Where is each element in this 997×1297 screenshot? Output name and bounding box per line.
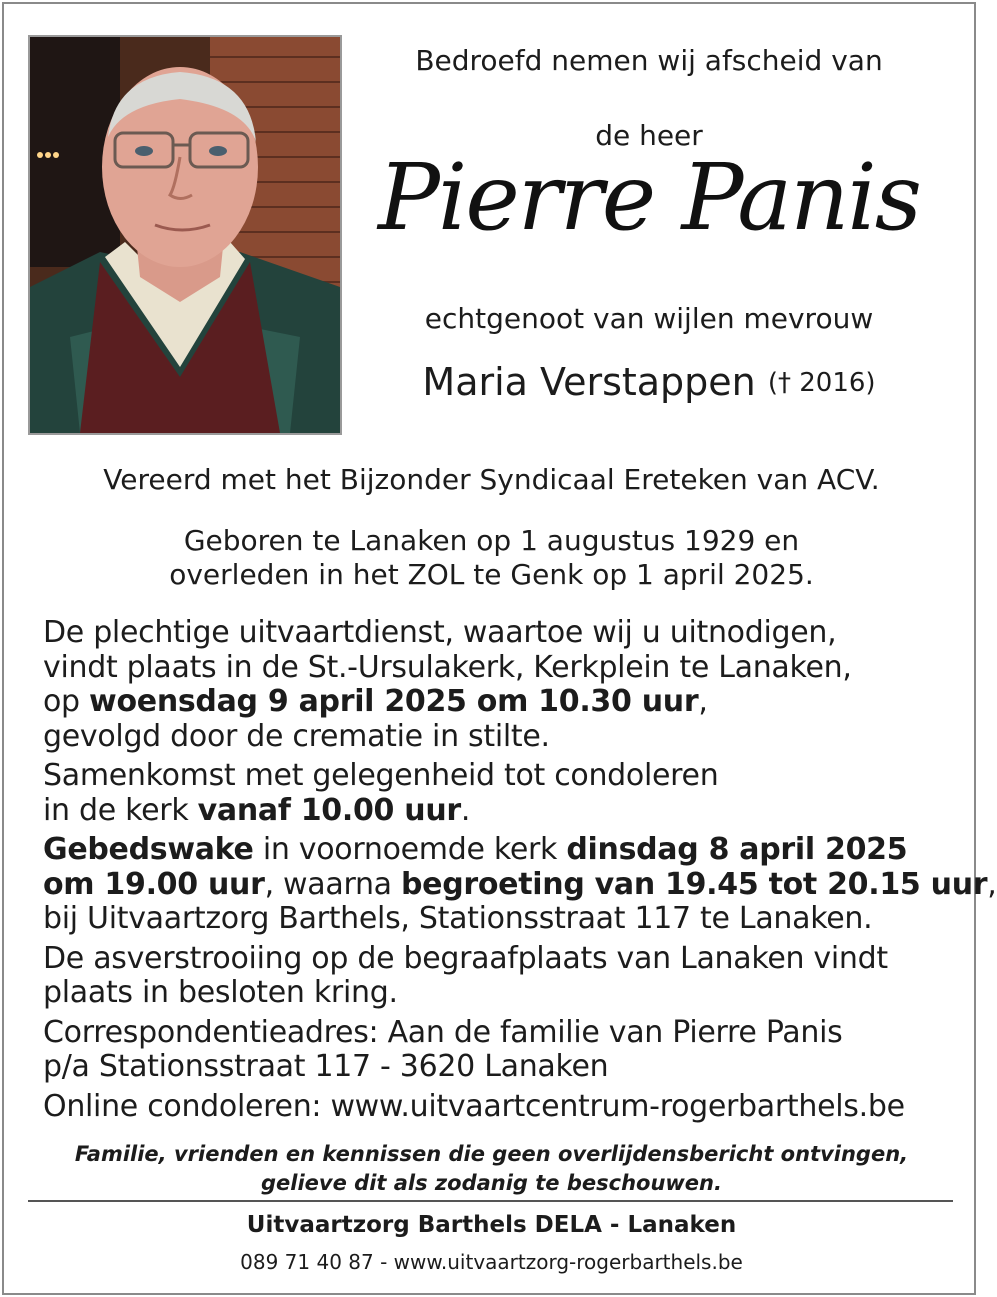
service-line-1: De plechtige uitvaartdienst, waartoe wij u uitnodigen, [43, 615, 837, 650]
spouse-death-year: († 2016) [767, 368, 876, 398]
vigil-time: om 19.00 uur [43, 866, 265, 902]
intro-text: Bedroefd nemen wij afscheid van [415, 44, 883, 77]
service-paragraph [43, 616, 963, 754]
spouse-intro: echtgenoot van wijlen mevrouw [424, 302, 874, 335]
vigil-greeting-time: begroeting van 19.45 tot 20.15 uur [400, 866, 988, 902]
service-line-3 [43, 685, 963, 720]
gathering-time: vanaf 10.00 uur [197, 792, 461, 828]
correspondence-paragraph [43, 1016, 963, 1085]
birth-death-text [24, 524, 959, 592]
vigil-comma: , [987, 866, 997, 902]
portrait-photo [28, 35, 342, 435]
gathering-line-2 [43, 794, 963, 829]
gathering-line-1: Samenkomst met gelegenheid tot condoleren [43, 758, 719, 793]
vigil-paragraph [43, 832, 997, 937]
footer-divider [28, 1200, 953, 1202]
service-line-4: gevolgd door de crematie in stilte. [43, 718, 550, 754]
funeral-home-contact: 089 71 40 87 - www.uitvaartzorg-rogerbarthels.be [240, 1250, 743, 1274]
birth-line: Geboren te Lanaken op 1 augustus 1929 en [183, 524, 800, 557]
service-line-2: vindt plaats in de St.-Ursulakerk, Kerkplein te Lanaken, [43, 649, 852, 685]
service-on: op [43, 684, 90, 719]
vigil-line-1 [43, 833, 963, 868]
funeral-home-name: Uitvaartzorg Barthels DELA - Lanaken [246, 1212, 737, 1238]
vigil-after: , waarna [264, 866, 401, 902]
vigil-title: Gebedswake [43, 832, 254, 867]
online-condolence: Online condoleren: www.uitvaartcentrum-rogerbarthels.be [43, 1088, 905, 1124]
gathering-post: . [460, 792, 471, 828]
gathering-paragraph [43, 759, 963, 828]
vigil-line-3: bij Uitvaartzorg Barthels, Stationsstraat 117 te Lanaken. [43, 901, 873, 936]
notice-note [24, 1140, 959, 1198]
obituary-card [2, 2, 997, 1295]
service-date: woensdag 9 april 2025 om 10.30 uur [89, 684, 699, 719]
spouse-name: Maria Verstappen [422, 360, 756, 404]
correspondence-line-1: Correspondentieadres: Aan de familie van Pierre Panis [43, 1014, 843, 1050]
honor-text: Vereerd met het Bijzonder Syndicaal Ereteken van ACV. [103, 463, 880, 496]
vigil-date: dinsdag 8 april 2025 [566, 832, 908, 867]
correspondence-line-2: p/a Stationsstraat 117 - 3620 Lanaken [43, 1049, 609, 1084]
death-line: overleden in het ZOL te Genk op 1 april 2025. [169, 558, 814, 591]
ashes-line-1: De asverstrooiing op de begraafplaats van Lanaken vindt [43, 940, 888, 976]
notice-line-2: gelieve dit als zodanig te beschouwen. [261, 1171, 722, 1195]
vigil-line-2 [43, 866, 997, 903]
spouse-line [344, 360, 954, 404]
service-comma: , [698, 684, 708, 719]
vigil-location: in voornoemde kerk [253, 832, 567, 867]
gathering-pre: in de kerk [43, 792, 198, 828]
honorific: de heer [595, 119, 703, 152]
deceased-name: Pierre Panis [378, 144, 920, 251]
ashes-paragraph [43, 942, 963, 1011]
funeral-details [43, 615, 997, 1129]
ashes-line-2: plaats in besloten kring. [43, 975, 398, 1010]
notice-line-1: Familie, vrienden en kennissen die geen overlijdensbericht ontvingen, [74, 1142, 909, 1166]
